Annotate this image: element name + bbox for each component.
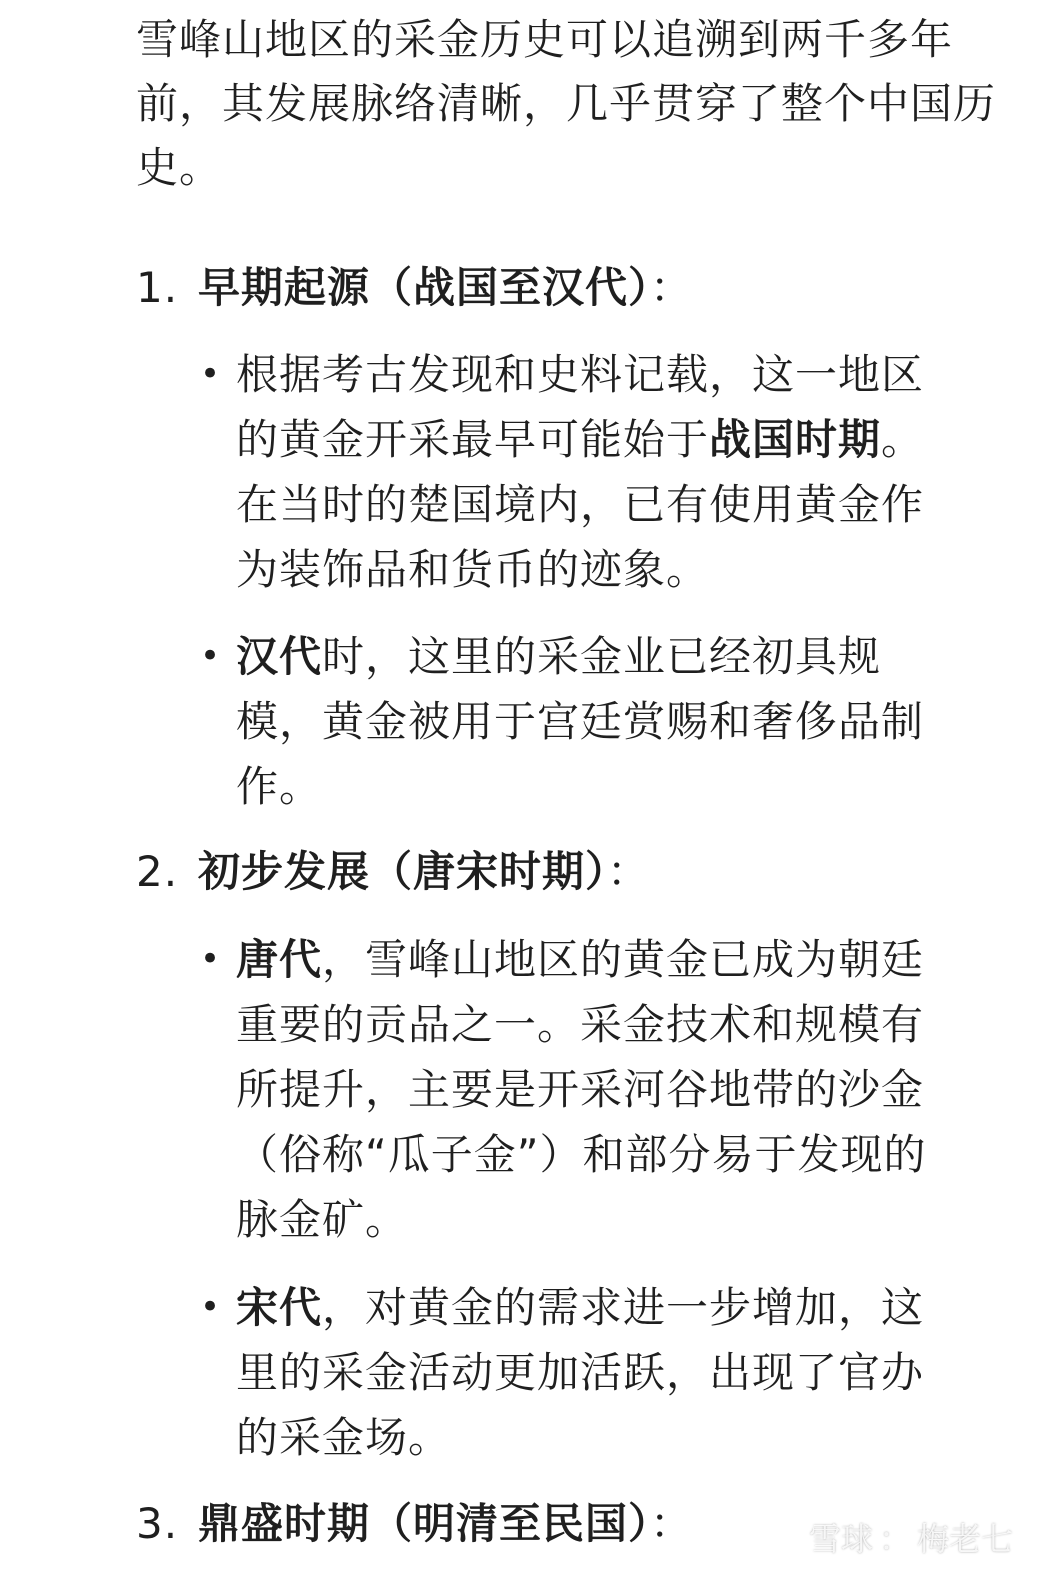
bold-term: 汉代: [236, 632, 323, 681]
bold-term: 战国时期: [709, 415, 882, 464]
section-heading-1: [136, 256, 693, 320]
list-item: [200, 342, 940, 602]
section-colon: ：: [607, 847, 651, 896]
section-heading-2: [136, 840, 650, 904]
list-item-text: 唐代，雪峰山地区的黄金已成为朝廷重要的贡品之一。采金技术和规模有所提升，主要是开采河谷地带的沙金（俗称“瓜子金”）和部分易于发现的脉金矿。: [236, 935, 927, 1244]
section-colon: ：: [650, 1499, 694, 1548]
intro-paragraph: 雪峰山地区的采金历史可以追溯到两千多年前，其发展脉络清晰，几乎贯穿了整个中国历史。: [136, 15, 997, 192]
watermark-separator: ：: [878, 1520, 911, 1558]
bullet-dot-icon: •: [200, 354, 222, 394]
section-number: 2.: [136, 847, 179, 896]
section-number: 1.: [136, 263, 179, 312]
section-heading-3: [136, 1492, 693, 1556]
list-item: [200, 1275, 940, 1470]
list-item-text: 根据考古发现和史料记载，这一地区的黄金开采最早可能始于战国时期。在当时的楚国境内，已有使用黄金作为装饰品和货币的迹象。: [236, 350, 925, 594]
section-colon: ：: [650, 263, 694, 312]
bullet-dot-icon: •: [200, 1287, 222, 1327]
list-item-text: 汉代时，这里的采金业已经初具规模，黄金被用于宫廷赏赐和奢侈品制作。: [236, 632, 925, 811]
section-title: 鼎盛时期（明清至民国）: [198, 1499, 651, 1548]
bold-term: 唐代: [236, 935, 323, 984]
section-title: 初步发展（唐宋时期）: [198, 847, 608, 896]
xueqiu-logo-icon: [769, 1522, 803, 1556]
list-item: [200, 624, 940, 819]
bullet-dot-icon: •: [200, 939, 222, 979]
section-number: 3.: [136, 1499, 179, 1548]
watermark: [769, 1519, 1013, 1559]
section-title: 早期起源（战国至汉代）: [198, 263, 651, 312]
list-item-text: 宋代，对黄金的需求进一步增加，这里的采金活动更加活跃，出现了官办的采金场。: [236, 1283, 925, 1462]
bold-term: 宋代: [236, 1283, 323, 1332]
watermark-author: 梅老七: [916, 1520, 1013, 1558]
bullet-dot-icon: •: [200, 636, 222, 676]
list-item: [200, 927, 940, 1252]
watermark-brand: 雪球: [808, 1520, 873, 1558]
